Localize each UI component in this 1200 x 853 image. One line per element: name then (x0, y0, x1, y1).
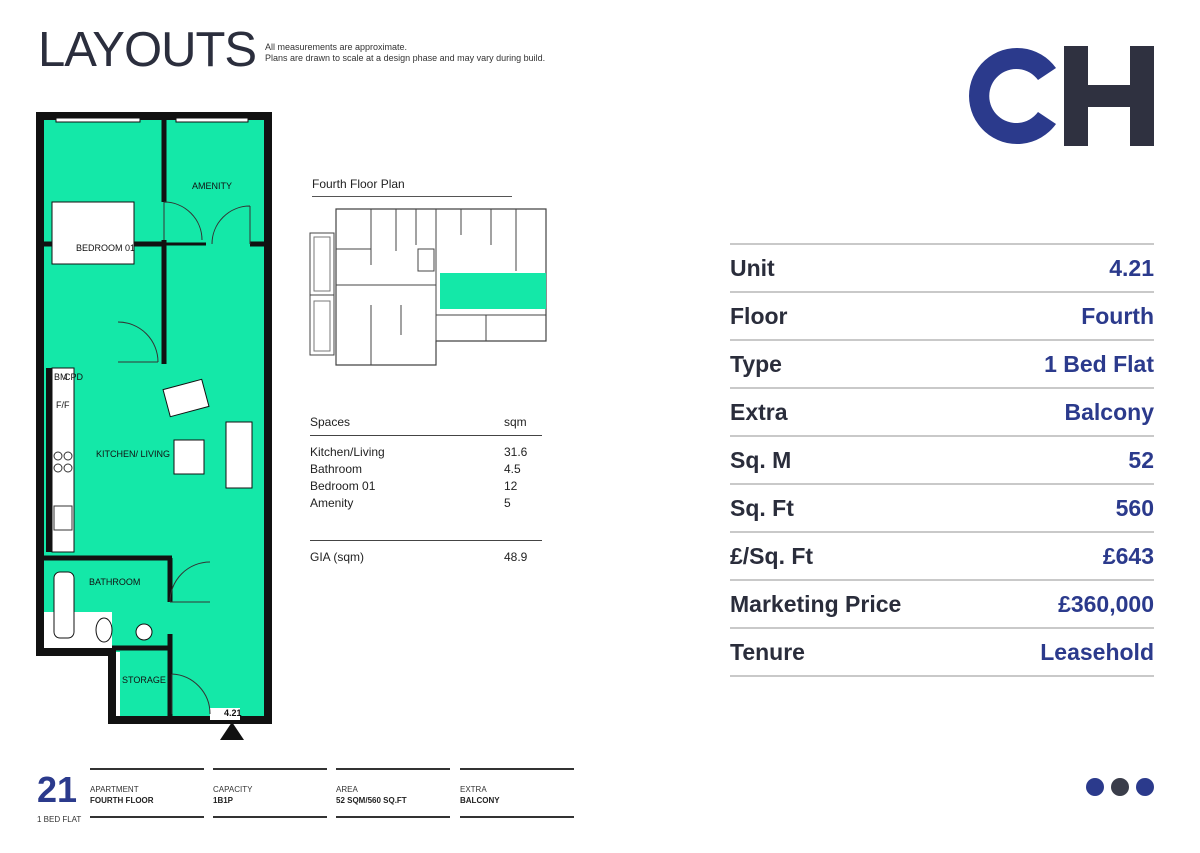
fact-value: 1 Bed Flat (1044, 350, 1154, 377)
fridge-label: F/F (56, 400, 70, 410)
cupboard-label-bm: BM (54, 372, 68, 382)
spaces-header-unit: sqm (504, 415, 527, 429)
fact-row-sqm (730, 437, 1154, 485)
spaces-row (310, 444, 542, 461)
cupboard-label-cpd: CPD (64, 372, 84, 382)
fact-value: 4.21 (1109, 254, 1154, 281)
fact-label: Unit (730, 254, 775, 281)
room-label-bedroom: BEDROOM 01 (76, 243, 136, 253)
fact-value: 560 (1115, 494, 1154, 521)
page-number-subtitle: 1 BED FLAT (37, 815, 82, 824)
page-number: 21 (37, 769, 78, 810)
meta-capacity-value: 1B1P (213, 796, 234, 805)
fact-label: Extra (730, 398, 788, 425)
meta-extra-value: BALCONY (460, 796, 500, 805)
meta-area (336, 768, 450, 818)
fact-value: 52 (1128, 446, 1154, 473)
fact-row-price-per-sqft (730, 533, 1154, 581)
room-label-bathroom: BATHROOM (89, 577, 141, 587)
fact-label: Marketing Price (730, 590, 902, 617)
fact-row-tenure (730, 629, 1154, 677)
space-value: 12 (504, 479, 518, 493)
unit-facts-table (730, 243, 1154, 677)
room-label-amenity: AMENITY (192, 181, 233, 191)
space-name: Kitchen/Living (310, 445, 385, 459)
meta-extra (460, 768, 574, 818)
fact-row-type (730, 341, 1154, 389)
fact-label: Sq. M (730, 446, 792, 473)
room-label-kitchen: KITCHEN/ LIVING (96, 449, 171, 459)
page-dot (1136, 778, 1154, 796)
page-title: LAYOUTS (38, 23, 257, 77)
fact-label: Tenure (730, 638, 805, 665)
space-value: 4.5 (504, 462, 521, 476)
note-measurements: All measurements are approximate. (265, 42, 408, 52)
fact-value: £360,000 (1058, 590, 1154, 617)
fact-row-marketing-price (730, 581, 1154, 629)
fact-row-unit (730, 245, 1154, 293)
page-dot (1086, 778, 1104, 796)
gia-label: GIA (sqm) (310, 550, 365, 564)
meta-extra-label: EXTRA (460, 785, 487, 794)
space-value: 31.6 (504, 445, 528, 459)
spaces-row (310, 478, 542, 495)
fact-value: £643 (1102, 542, 1154, 569)
space-name: Amenity (310, 496, 354, 510)
page-dots (1086, 778, 1154, 796)
entrance-unit-label: 4.21 (224, 708, 242, 718)
note-plans: Plans are drawn to scale at a design phase and may vary during build. (265, 53, 546, 63)
space-name: Bathroom (310, 462, 363, 476)
space-name: Bedroom 01 (310, 479, 376, 493)
fact-label: Type (730, 350, 782, 377)
keyplan-title: Fourth Floor Plan (312, 177, 405, 191)
fourth-floor-key-plan (306, 205, 552, 367)
fact-label: £/Sq. Ft (730, 542, 814, 569)
spaces-total-row (310, 540, 542, 566)
meta-apartment-label: APARTMENT (90, 785, 139, 794)
spaces-row (310, 461, 542, 478)
room-label-storage: STORAGE (122, 675, 166, 685)
fact-row-sqft (730, 485, 1154, 533)
meta-area-value: 52 SQM/560 SQ.FT (336, 796, 407, 805)
meta-apartment-value: FOURTH FLOOR (90, 796, 154, 805)
gia-value: 48.9 (504, 550, 528, 564)
meta-area-label: AREA (336, 785, 358, 794)
space-value: 5 (504, 496, 511, 510)
meta-capacity-label: CAPACITY (213, 785, 253, 794)
fact-row-floor (730, 293, 1154, 341)
page-dot (1111, 778, 1129, 796)
spaces-header-label: Spaces (310, 415, 351, 429)
spaces-header (310, 415, 542, 436)
disclaimer-notes (265, 42, 545, 64)
fact-row-extra (730, 389, 1154, 437)
meta-apartment (90, 768, 204, 818)
spaces-table (310, 415, 542, 566)
fact-label: Sq. Ft (730, 494, 794, 521)
apartment-floor-plan (36, 112, 276, 744)
fact-value: Leasehold (1040, 638, 1154, 665)
fact-value: Fourth (1081, 302, 1154, 329)
spaces-row (310, 495, 542, 512)
fact-label: Floor (730, 302, 788, 329)
meta-capacity (213, 768, 327, 818)
ch-logo (960, 40, 1160, 152)
keyplan-rule (312, 196, 512, 197)
fact-value: Balcony (1064, 398, 1154, 425)
